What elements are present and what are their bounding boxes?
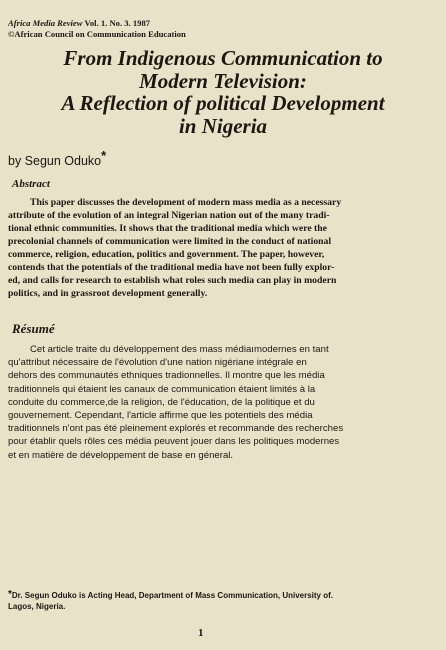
abstract-line: contends that the potentials of the traditional media have not been fully explor- <box>8 262 335 273</box>
article-title <box>18 47 428 137</box>
author-footnote <box>8 589 438 612</box>
journal-header <box>8 18 308 39</box>
footnote-text: Dr. Segun Oduko is Acting Head, Department of Mass Communication, University of. <box>11 591 333 600</box>
journal-volume: Vol. 1. No. 3. 1987 <box>84 18 151 28</box>
resume-body <box>8 343 438 462</box>
footnote-marker: * <box>8 589 12 600</box>
resume-line: traditionnels n'ont pas été pleinement explorés et recommande des recherches <box>8 423 344 435</box>
abstract-line: This paper discusses the development of modern mass media as a necessary <box>30 197 342 208</box>
abstract-line: tional ethnic communities. It shows that the traditional media which were the <box>8 223 327 234</box>
resume-line: dehors des communautés ethniques tradionnelles. Il montre que les média <box>8 370 325 382</box>
title-line: Modern Television: <box>139 68 307 93</box>
resume-line: traditionnels qui étaient les canaux de communication étaient limités à la <box>8 383 316 395</box>
resume-line: et en matière de développement de base en géneral. <box>8 449 234 461</box>
resume-heading: Résumé <box>12 321 55 336</box>
abstract-body <box>8 196 438 300</box>
abstract-line: commerce, religion, education, politics and government. The paper, however, <box>8 249 325 260</box>
author-footnote-marker: * <box>101 148 107 163</box>
abstract-line: attribute of the evolution of an integral Nigerian nation out of the many tradi- <box>8 210 330 221</box>
resume-line: qu'attribut nécessaire de l'évolution d'une nation nigériane intégrale en <box>8 357 307 369</box>
abstract-line: politics, and in grassroot development generally. <box>8 288 208 299</box>
footnote-line <box>8 589 438 601</box>
author-name: by Segun Oduko <box>8 154 102 168</box>
page-number: 1 <box>198 627 204 639</box>
title-line: in Nigeria <box>178 113 268 138</box>
resume-line: conduite du commerce,de la religion, de l'éducation, de la politique et du <box>8 396 315 408</box>
author-byline <box>8 148 106 168</box>
title-line: A Reflection of political Development <box>61 91 385 115</box>
abstract-line: precolonial channels of communication were limited in the conduct of national <box>8 236 332 247</box>
copyright-line: ©African Council on Communication Education <box>8 28 186 39</box>
journal-name: Africa Media Review <box>8 18 83 28</box>
abstract-heading: Abstract <box>12 178 50 190</box>
resume-line: Cet article traite du développement des mass médiaımodernes en tant <box>30 344 329 355</box>
resume-line: gouvernement. Cependant, l'article affirme que les potentiels des média <box>8 410 313 422</box>
title-line: From Indigenous Communication to <box>63 46 383 70</box>
footnote-line: Lagos, Nigeria. <box>8 602 66 611</box>
abstract-line: ed, and calls for research to establish what roles such media can play in modern <box>8 275 337 286</box>
resume-line: pour établir quels rôles ces média peuvent jouer dans les politiques modernes <box>8 436 340 448</box>
